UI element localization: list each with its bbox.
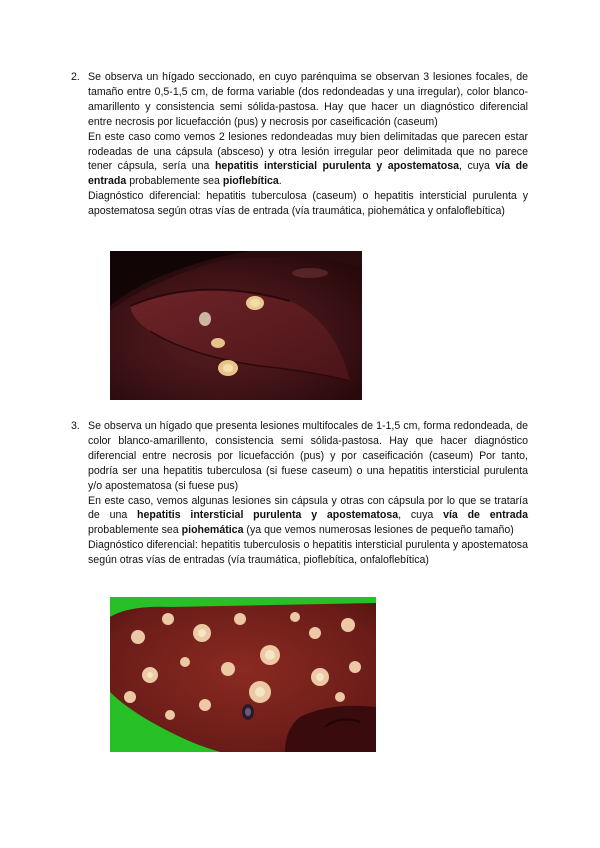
text-run: En este caso, vemos algunas lesiones sin cápsula y otras con cápsula por lo que se trataría de una [88, 494, 528, 522]
item-interpretation [88, 130, 528, 190]
route-bold: pioflebítica [222, 175, 279, 188]
list-item-3 [71, 419, 528, 568]
entry-route-bold: vía de entrada [443, 509, 528, 522]
text-run: , cuya [458, 160, 496, 173]
text-run: . [278, 175, 282, 188]
liver-photo-illustration [110, 597, 376, 752]
item-interpretation [88, 494, 528, 539]
diagnosis-bold: hepatitis intersticial purulenta y apostematosa [137, 509, 399, 522]
route-bold: piohemática [181, 524, 244, 537]
item-differential: Diagnóstico diferencial: hepatitis tuberculosis o hepatitis intersticial purulenta y apostematosa según otras vías de entradas (vía traumática, pioflebítica, onfaloflebítica) [88, 539, 528, 567]
item-differential: Diagnóstico diferencial: hepatitis tuberculosa (caseum) o hepatitis intersticial purulenta y apostematosa según otras vías de entrada (vía traumática, piohemática y onfaloflebítica) [88, 190, 528, 218]
text-run: probablemente sea [126, 175, 223, 188]
text-run: , cuya [398, 509, 444, 522]
diagnosis-bold: hepatitis intersticial purulenta y apostematosa [214, 160, 459, 173]
entry-route-bold: vía de entrada [88, 160, 528, 188]
item-description: Se observa un hígado seccionado, en cuyo parénquima se observan 3 lesiones focales, de tamaño entre 0,5-1,5 cm, de forma variable (dos redondeadas y una irregular), color blanco-amarillento y consistencia semi sólida-pastosa. Hay que hacer un diagnóstico diferencial entre necrosis por licuefacción (pus) y necrosis por caseificación (caseum) [88, 71, 528, 128]
text-run: (ya que vemos numerosas lesiones de pequeño tamaño) [243, 524, 514, 537]
list-item-2 [71, 70, 528, 219]
text-run: En este caso como vemos 2 lesiones redondeadas muy bien delimitadas que parecen estar rodeadas de una cápsula (absceso) y otra lesión irregular peor delimitada que no parece tener cápsula, sería una [88, 130, 528, 173]
item-number: 2. [71, 71, 80, 83]
item-number: 3. [71, 420, 80, 432]
liver-section-photo-2 [110, 597, 376, 752]
item-description: Se observa un hígado que presenta lesiones multifocales de 1-1,5 cm, forma redondeada, de color blanco-amarillento, consistencia semi sólida-pastosa. Hay que hacer diagnóstico diferencial entre necrosis por licuefacción (pus) y por caseificación (caseum) Por tanto, podría ser una hepatitis tuberculosa (si fuese caseum) o una hepatitis intersticial purulenta y/o apostematosa (si fuese pus) [88, 420, 528, 492]
text-run: probablemente sea [88, 524, 182, 537]
liver-photo-illustration [110, 251, 362, 400]
liver-section-photo-1 [110, 251, 362, 400]
